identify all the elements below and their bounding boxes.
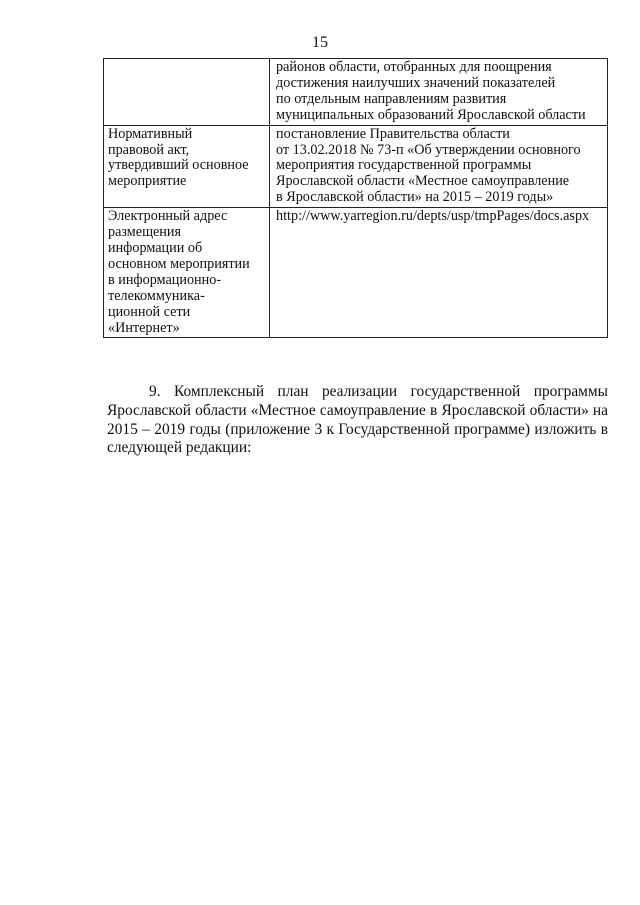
table-cell-label xyxy=(104,59,270,126)
table-cell-value: постановление Правительства области от 13.02.2018 № 73-п «Об утверждении основного мероприятия государственной программы Ярославской области «Местное самоуправление в Ярославской области» на 2015 – 2019 годы» xyxy=(270,125,608,208)
table-row xyxy=(104,125,608,208)
table-cell-label: Нормативный правовой акт, утвердивший основное мероприятие xyxy=(104,125,270,208)
table-cell-label: Электронный адрес размещения информации об основном мероприятии в информационно- телекоммуника- ционной сети «Интернет» xyxy=(104,208,270,338)
info-table xyxy=(103,58,608,338)
table-cell-value: http://www.yarregion.ru/depts/usp/tmpPages/docs.aspx xyxy=(270,208,608,338)
body-paragraph: 9. Комплексный план реализации государственной программы Ярославской области «Местное самоуправление в Ярославской области» на 2015 – 2019 годы (приложение 3 к Государственной программе) изложить в следующей редакции: xyxy=(107,383,608,457)
table-cell-value: районов области, отобранных для поощрения достижения наилучших значений показателей по отдельным направлениям развития муниципальных образований Ярославской области xyxy=(270,59,608,126)
table-row xyxy=(104,208,608,338)
table-row xyxy=(104,59,608,126)
page-number: 15 xyxy=(312,34,328,51)
